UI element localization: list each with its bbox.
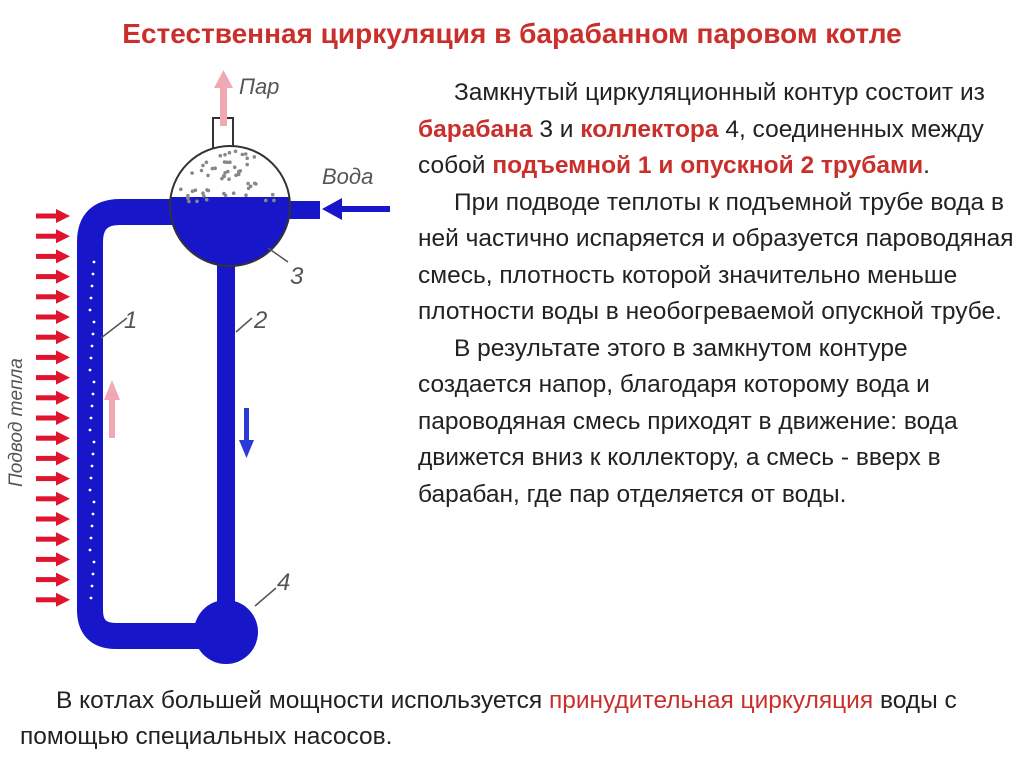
steam-bubble [201,191,205,195]
drum-3 [170,146,290,266]
bubble [93,561,96,564]
bottom-text-a: В котлах большей мощности используется [56,687,549,714]
bottom-note [20,683,1010,755]
heat-arrow [36,512,70,526]
bubble [90,537,93,540]
heat-supply-label: Подвод тепла [6,358,27,487]
paragraph-1 [418,75,1018,185]
heat-arrow [36,371,70,385]
p1-text-c: 4, соединенных между собой [418,115,984,179]
steam-bubble [272,199,276,203]
bubble [91,465,94,468]
callout-number-3: 3 [290,263,304,290]
steam-bubble [228,151,232,155]
bubble [92,273,95,276]
steam-bubble [232,191,236,195]
heat-arrow [36,431,70,445]
bubble [93,261,96,264]
heat-arrow [36,472,70,486]
callout-line-2 [236,318,252,332]
steam-bubble [211,167,215,171]
bubble [89,369,92,372]
drum-term: барабана [418,115,533,143]
bubble [91,585,94,588]
bubble [92,513,95,516]
callout-line-4 [255,588,276,606]
bottom-text-b: воды с помощью специальных насосов. [20,687,957,750]
callout-number-2: 2 [254,307,268,334]
steam-bubble [249,185,253,189]
steam-bubble [227,177,231,181]
steam-bubble [264,199,268,203]
heat-arrow [36,229,70,243]
heat-arrow [36,451,70,465]
heat-arrow [36,573,70,587]
heat-arrow [36,552,70,566]
steam-bubble [233,165,237,169]
heat-arrow [36,593,70,607]
steam-bubble [179,188,183,192]
steam-bubble [187,200,191,204]
steam-label: Пар [239,74,280,99]
bubble [89,549,92,552]
forced-circulation-term: принудительная циркуляция [548,687,874,714]
pipes-term: подъемной 1 и опускной 2 трубами [492,152,924,179]
bubble [91,405,94,408]
steam-bubble [206,174,210,178]
steam-bubble [241,153,245,157]
callout-number-4: 4 [277,569,291,596]
water-label: Вода [322,164,374,189]
steam-bubble [244,152,248,156]
callout-line-3 [268,248,288,262]
heat-arrow [36,492,70,506]
steam-bubble [201,164,205,168]
bubble [93,501,96,504]
heat-arrow [36,350,70,364]
steam-bubble [225,161,229,165]
heat-arrow [36,532,70,546]
bubble [89,309,92,312]
water-down-arrow [239,408,254,458]
heat-arrow [36,310,70,324]
steam-bubble [245,163,249,167]
heat-arrow [36,290,70,304]
callout-number-1: 1 [124,307,138,334]
steam-bubble [190,171,194,175]
bubble [89,489,92,492]
collector-term: коллектора [580,115,719,143]
heat-arrow [36,391,70,405]
steam-bubble [223,153,227,157]
steam-bubble [205,198,209,202]
slide-title: Естественная циркуляция в барабанном паровом котле [122,18,902,49]
steam-bubble [234,150,238,154]
bubble [90,597,93,600]
steam-bubble [237,173,241,177]
heat-arrow [36,209,70,223]
bubble [90,477,93,480]
bubble [90,357,93,360]
paragraph-3: В результате этого в замкнутом контуре создается напор, благодаря которому вода и пароводяная смесь приходят в движение: вода движется вниз к коллектору, а смесь - вверх в барабан, где пар отделяется от воды. [418,334,958,508]
bubble [89,429,92,432]
steam-bubble [186,196,190,200]
steam-bubble [245,156,249,160]
steam-bubble [246,182,250,186]
water-inlet-arrow [322,198,390,220]
paragraph-2: При подводе теплоты к подъемной трубе вода в ней частично испаряется и образуется пароводяная смесь, плотность которой значительно меньше плотности воды в необогреваемой опускной трубе. [418,188,1014,325]
heat-arrow [36,330,70,344]
bubble [90,417,93,420]
p1-text-d: . [923,152,930,179]
bubble [91,345,94,348]
steam-bubble [271,193,275,197]
steam-bubble [200,169,204,173]
steam-bubble [244,193,248,197]
steam-bubble [219,154,223,158]
bubble [92,333,95,336]
bubble [91,285,94,288]
bubble [92,573,95,576]
mixture-up-arrow [104,380,120,438]
steam-bubble [191,189,195,193]
steam-bubble [205,161,209,165]
bubble [93,441,96,444]
p1-text-a: Замкнутый циркуляционный контур состоит из [454,79,985,106]
bubble [91,525,94,528]
p1-text-b: 3 и [532,115,581,143]
heat-arrow [36,411,70,425]
bubble [93,321,96,324]
heat-arrow [36,270,70,284]
boiler-circulation-diagram [0,60,420,680]
heat-arrow [36,249,70,263]
steam-bubble [195,200,199,204]
steam-bubble [253,155,257,159]
steam-bubble [226,170,230,174]
bubble [93,381,96,384]
steam-bubble [205,188,209,192]
bubble [92,453,95,456]
bubble [92,393,95,396]
bubble [90,297,93,300]
steam-bubble [224,194,228,198]
collector-4 [194,600,258,664]
heat-supply-arrows [36,209,70,607]
steam-bubble [253,182,257,186]
description-text [418,75,1018,513]
